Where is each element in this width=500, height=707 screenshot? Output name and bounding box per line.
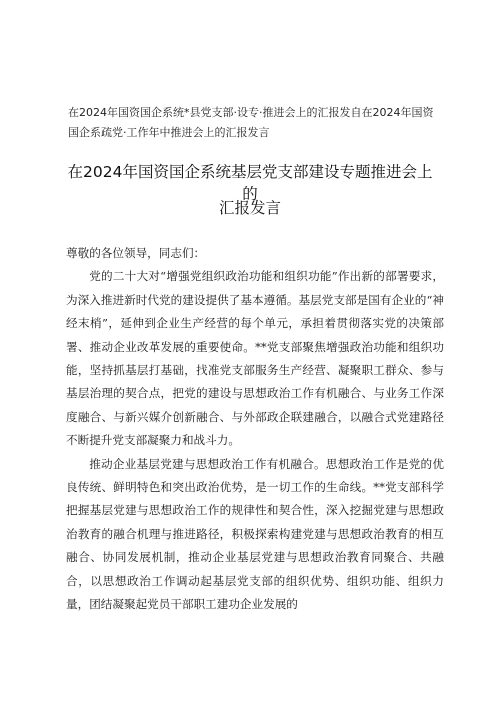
header-note: 在2024年国资国企系统*县党支部·设专·推进会上的汇报发自在2024年国资国企系疏党·工作年中推进会上的汇报发言 [68, 106, 434, 139]
document-body [66, 242, 444, 617]
document-title-line1: 在2024年国资国企系统基层党支部建设专题推进会上的 [67, 163, 433, 203]
paragraph: 党的二十大对“增强党组织政治功能和组织功能”作出新的部署要求，为深入推进新时代党的建设提供了基本遵循。基层党支部是国有企业的“神经末梢”，延伸到企业生产经营的每个单元，承担着贯彻落实党的决策部署、推动企业改革发展的重要使命。**党支部聚焦增强政治功能和组织功能，坚持抓基层打基础，找准党支部服务生产经营、凝聚职工群众、参与基层治理的契合点，把党的建设与思想政治工作有机融合、与业务工作深度融合、与新兴媒介创新融合、与外部政企联建融合，以融合式党建路径不断提升党支部凝聚力和战斗力。 [66, 269, 444, 448]
document-title-line2: 汇报发言 [218, 199, 281, 217]
paragraph: 推动企业基层党建与思想政治工作有机融合。思想政治工作是党的优良传统、鲜明特色和突出政治优势，是一切工作的生命线。**党支部科学把握基层党建与思想政治工作的规律性和契合性，深入挖掘党建与思想政治教育的融合机理与推进路径，积极探索构建党建与思想政治教育的相互融合、协同发展机制，推动企业基层党建与思想政治教育同聚合、共融合，以思想政治工作调动起基层党支部的组织优势、组织功能、组织力量，团结凝聚起党员干部职工建功企业发展的 [66, 456, 444, 612]
salutation: 尊敬的各位领导，同志们： [66, 246, 206, 260]
